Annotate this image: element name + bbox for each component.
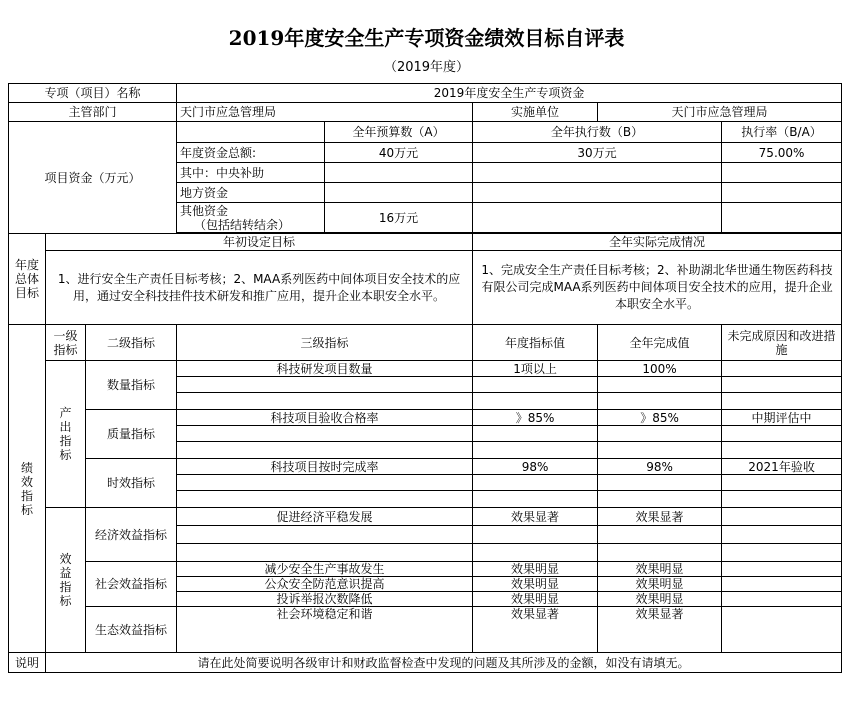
- indicator-name: 科技项目按时完成率: [177, 459, 473, 475]
- funds-header-blank: [177, 122, 325, 143]
- indicator-target: 98%: [473, 459, 598, 475]
- cell: [722, 183, 842, 203]
- cell: [177, 393, 473, 410]
- other-funds-title: 其他资金: [180, 203, 229, 218]
- exec-header: 全年执行数（B）: [473, 122, 722, 143]
- indicator-done: 效果明显: [598, 562, 722, 577]
- page-subtitle: （2019年度）: [383, 60, 470, 75]
- indicator-done: 100%: [598, 361, 722, 377]
- cell: [722, 393, 842, 410]
- cell: [177, 491, 473, 508]
- effect-indicator-label: 效益指标: [46, 508, 86, 653]
- indicator-reason: [722, 577, 842, 592]
- evaluation-table: [8, 83, 842, 673]
- funds-section-label: 项目资金（万元）: [9, 122, 177, 234]
- cell: [177, 544, 473, 562]
- indicator-target: 1项以上: [473, 361, 598, 377]
- cell: [598, 377, 722, 393]
- cell: [473, 183, 722, 203]
- other-funds-note: （包括结转结余）: [194, 217, 291, 232]
- indicators-section-label: 绩效指标: [9, 325, 46, 653]
- cell: [473, 393, 598, 410]
- cell: [722, 544, 842, 562]
- total-budget-value: 40万元: [325, 143, 473, 163]
- local-funds-label: 地方资金: [177, 183, 325, 203]
- cell: [722, 491, 842, 508]
- indicator-done: 98%: [598, 459, 722, 475]
- timeliness-indicator-label: 时效指标: [86, 459, 177, 508]
- note-label: 说明: [9, 653, 46, 673]
- cell: [177, 475, 473, 491]
- total-rate-value: 75.00%: [722, 143, 842, 163]
- note-text: 请在此处简要说明各级审计和财政监督检查中发现的问题及其所涉及的金额，如没有请填无。: [46, 653, 842, 673]
- central-funds-label: 其中：中央补助: [177, 163, 325, 183]
- target-header: 年度指标值: [473, 325, 598, 361]
- initial-goal-header: 年初设定目标: [46, 234, 473, 251]
- indicator-done: 效果明显: [598, 577, 722, 592]
- cell: [598, 426, 722, 442]
- cell: [473, 491, 598, 508]
- cell: [177, 426, 473, 442]
- cell: [473, 163, 722, 183]
- cell: [598, 442, 722, 459]
- indicator-target: 效果明显: [473, 592, 598, 607]
- indicator-name: 减少安全生产事故发生: [177, 562, 473, 577]
- cell: [177, 526, 473, 544]
- cell: [473, 377, 598, 393]
- indicator-target: 》85%: [473, 410, 598, 426]
- indicator-target: 效果显著: [473, 508, 598, 526]
- indicator-done: 效果显著: [598, 607, 722, 653]
- actual-goal-text: 1、完成安全生产责任目标考核；2、补助湖北华世通生物医药科技有限公司完成MAA系列医药中间体项目安全技术的应用，提升企业本职安全水平。: [473, 251, 842, 325]
- cell: [473, 544, 598, 562]
- indicator-name: 科技研发项目数量: [177, 361, 473, 377]
- initial-goal-text: 1、进行安全生产责任目标考核；2、MAA系列医药中间体项目安全技术的应用，通过安全科技挂件技术研发和推广应用，提升企业本职安全水平。: [46, 251, 473, 325]
- budget-header: 全年预算数（A）: [325, 122, 473, 143]
- quality-indicator-label: 质量指标: [86, 410, 177, 459]
- cell: [598, 526, 722, 544]
- indicator-target: 效果明显: [473, 562, 598, 577]
- indicator-reason: [722, 361, 842, 377]
- cell: [473, 475, 598, 491]
- project-name-value: 2019年度安全生产专项资金: [177, 84, 842, 103]
- indicator-reason: [722, 592, 842, 607]
- indicator-name: 投诉举报次数降低: [177, 592, 473, 607]
- quantity-indicator-label: 数量指标: [86, 361, 177, 410]
- page-title: 2019年度安全生产专项资金绩效目标自评表: [228, 26, 625, 50]
- level1-header: 一级指标: [46, 325, 86, 361]
- dept-value: 天门市应急管理局: [177, 103, 473, 122]
- total-exec-value: 30万元: [473, 143, 722, 163]
- goals-section-label: 年度总体目标: [9, 234, 46, 325]
- economic-indicator-label: 经济效益指标: [86, 508, 177, 562]
- other-funds-label: [177, 203, 325, 233]
- indicator-reason: 2021年验收: [722, 459, 842, 475]
- indicator-done: 效果显著: [598, 508, 722, 526]
- indicator-done: 》85%: [598, 410, 722, 426]
- indicator-target: 效果明显: [473, 577, 598, 592]
- project-name-label: 专项（项目）名称: [9, 84, 177, 103]
- cell: [722, 442, 842, 459]
- level2-header: 二级指标: [86, 325, 177, 361]
- impl-value: 天门市应急管理局: [598, 103, 842, 122]
- rate-header: 执行率（B/A）: [722, 122, 842, 143]
- cell: [473, 442, 598, 459]
- cell: [473, 526, 598, 544]
- output-indicator-label: 产出指标: [46, 361, 86, 508]
- cell: [325, 163, 473, 183]
- indicator-target: 效果显著: [473, 607, 598, 653]
- indicator-reason: 中期评估中: [722, 410, 842, 426]
- indicator-done: 效果明显: [598, 592, 722, 607]
- cell: [722, 526, 842, 544]
- indicator-reason: [722, 562, 842, 577]
- cell: [325, 183, 473, 203]
- other-budget-value: 16万元: [325, 203, 473, 233]
- dept-label: 主管部门: [9, 103, 177, 122]
- impl-label: 实施单位: [473, 103, 598, 122]
- cell: [473, 203, 722, 233]
- total-funds-label: 年度资金总额:: [177, 143, 325, 163]
- indicator-name: 促进经济平稳发展: [177, 508, 473, 526]
- cell: [722, 163, 842, 183]
- cell: [722, 426, 842, 442]
- social-indicator-label: 社会效益指标: [86, 562, 177, 607]
- reason-header: 未完成原因和改进措施: [722, 325, 842, 361]
- cell: [177, 377, 473, 393]
- cell: [722, 475, 842, 491]
- indicator-name: 科技项目验收合格率: [177, 410, 473, 426]
- cell: [177, 442, 473, 459]
- cell: [598, 475, 722, 491]
- cell: [722, 377, 842, 393]
- cell: [598, 544, 722, 562]
- done-header: 全年完成值: [598, 325, 722, 361]
- indicator-reason: [722, 607, 842, 653]
- cell: [598, 491, 722, 508]
- level3-header: 三级指标: [177, 325, 473, 361]
- cell: [473, 426, 598, 442]
- cell: [598, 393, 722, 410]
- indicator-name: 公众安全防范意识提高: [177, 577, 473, 592]
- indicator-name: 社会环境稳定和谐: [177, 607, 473, 653]
- cell: [722, 203, 842, 233]
- indicator-reason: [722, 508, 842, 526]
- actual-goal-header: 全年实际完成情况: [473, 234, 842, 251]
- ecological-indicator-label: 生态效益指标: [86, 607, 177, 653]
